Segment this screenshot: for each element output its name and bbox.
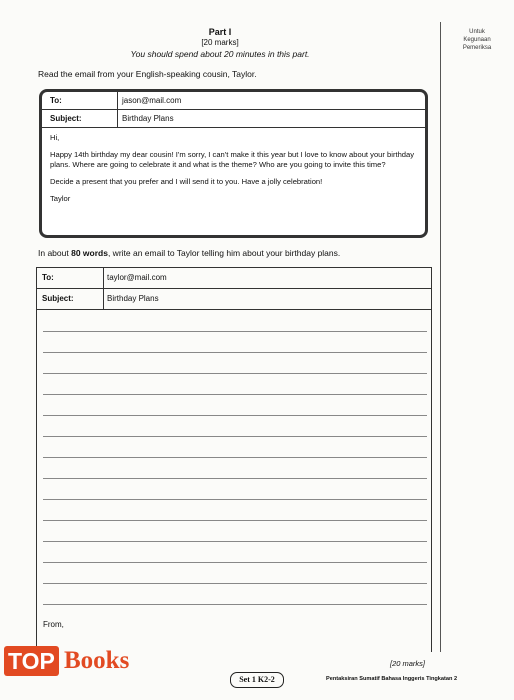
logo-books: Books — [64, 647, 130, 674]
to-value: jason@mail.com — [122, 96, 182, 105]
writing-line[interactable] — [43, 499, 427, 500]
prompt-text: , write an email to Taylor telling him about your birthday plans. — [107, 248, 341, 258]
examiner-column-rule — [440, 22, 441, 652]
part-marks: [20 marks] — [201, 38, 239, 47]
subject-value: Birthday Plans — [107, 294, 159, 303]
writing-line[interactable] — [43, 583, 427, 584]
field-divider — [117, 92, 118, 109]
field-divider — [103, 268, 104, 288]
received-email-box — [39, 89, 428, 238]
answer-email-box — [36, 267, 432, 652]
examiner-use-label — [447, 28, 507, 52]
writing-line[interactable] — [43, 394, 427, 395]
logo-top: TOP — [4, 646, 59, 676]
email-subject-row — [42, 110, 425, 128]
to-value: taylor@mail.com — [107, 273, 167, 282]
subject-value: Birthday Plans — [122, 114, 174, 123]
field-divider — [117, 110, 118, 127]
email-greeting: Hi, — [50, 133, 60, 142]
to-label: To: — [50, 96, 62, 105]
set-badge: Set 1 K2-2 — [230, 672, 284, 688]
answer-to-row — [37, 268, 431, 289]
writing-line[interactable] — [43, 415, 427, 416]
subject-label: Subject: — [42, 294, 74, 303]
answer-subject-row — [37, 289, 431, 310]
word-count: 80 words — [71, 248, 108, 258]
writing-line[interactable] — [43, 352, 427, 353]
email-signoff: Taylor — [50, 194, 71, 203]
examiner-label-line: Untuk — [469, 29, 485, 35]
writing-line[interactable] — [43, 331, 427, 332]
examiner-label-line: Kegunaan — [463, 37, 491, 43]
to-label: To: — [42, 273, 54, 282]
writing-line[interactable] — [43, 604, 427, 605]
email-paragraph: Decide a present that you prefer and I will send it to you. Have a jolly celebration! — [50, 177, 323, 186]
writing-line[interactable] — [43, 436, 427, 437]
writing-line[interactable] — [43, 562, 427, 563]
writing-prompt — [38, 248, 340, 258]
prompt-text: In about — [38, 248, 72, 258]
writing-line[interactable] — [43, 541, 427, 542]
email-to-row — [42, 92, 425, 110]
writing-line[interactable] — [43, 520, 427, 521]
email-body — [50, 133, 418, 211]
field-divider — [103, 289, 104, 309]
part-title: Part I — [208, 27, 232, 37]
writing-line[interactable] — [43, 457, 427, 458]
read-instruction: Read the email from your English-speaking cousin, Taylor. — [38, 69, 257, 79]
time-instruction: You should spend about 20 minutes in this part. — [130, 49, 310, 59]
from-label: From, — [43, 620, 64, 629]
bottom-marks: [20 marks] — [390, 659, 426, 668]
footer-title: Pentaksiran Sumatif Bahasa Inggeris Tingkatan 2 — [326, 676, 458, 682]
subject-label: Subject: — [50, 114, 82, 123]
email-paragraph: Happy 14th birthday my dear cousin! I'm sorry, I can't make it this year but I love to know about your birthday plans. Where are going to celebrate it and what is the theme? Who are you going to invite this time? — [50, 150, 415, 169]
writing-line[interactable] — [43, 478, 427, 479]
writing-line[interactable] — [43, 373, 427, 374]
examiner-label-line: Pemeriksa — [462, 45, 492, 51]
